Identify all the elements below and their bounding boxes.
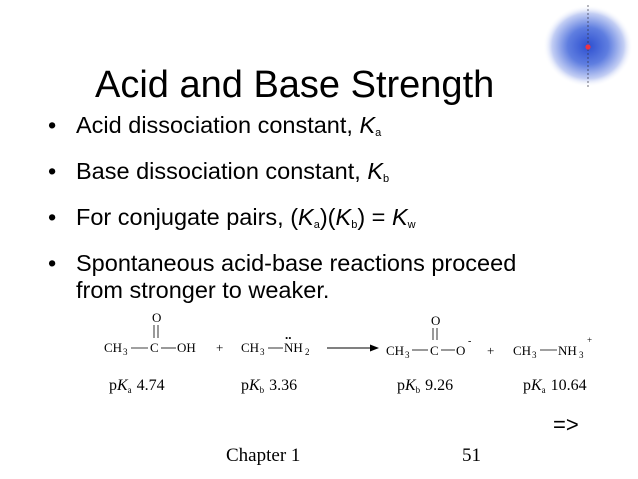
svg-text:pKb9.26: pKb 9.26 — [397, 377, 454, 395]
footer-page-number: 51 — [462, 445, 481, 466]
bullet-dot: • — [48, 158, 57, 184]
plus-sign: + — [487, 343, 495, 358]
charge-label: + — [587, 335, 593, 345]
reaction-arrow — [327, 345, 379, 352]
nh-label: NH — [284, 340, 303, 355]
sub-label: 3 — [123, 347, 128, 357]
slide-title: Acid and Base Strength — [95, 64, 495, 106]
bullet-text: For conjugate pairs, ( — [76, 204, 299, 230]
sub-label: 3 — [260, 347, 265, 357]
ch-label: CH — [386, 343, 405, 358]
k-symbol: K — [298, 204, 314, 230]
next-slide-arrow[interactable]: => — [553, 412, 579, 437]
k-subscript: b — [351, 219, 358, 231]
acetic-acid — [104, 310, 196, 357]
methylamine — [241, 327, 310, 357]
bullet-spontaneous — [48, 250, 518, 304]
methylammonium-ion — [513, 335, 592, 360]
bullet-dot: • — [48, 204, 57, 230]
k-symbol: K — [335, 204, 352, 230]
svg-text:pKa10.64: pKa 10.64 — [523, 377, 587, 395]
lone-pair: .. — [285, 327, 292, 342]
bullet-text: )( — [319, 204, 336, 230]
oxygen-label: O — [431, 313, 441, 328]
blue-orb-logo — [543, 5, 633, 87]
reaction-equation — [90, 308, 610, 408]
o-label: O — [456, 343, 466, 358]
sub-label: 3 — [405, 350, 410, 360]
k-symbol: K — [359, 112, 376, 138]
pk-value-1 — [109, 377, 165, 395]
bullet-list — [48, 112, 518, 315]
sub-label: 3 — [579, 350, 584, 360]
sub-label: 2 — [305, 347, 310, 357]
ch-label: CH — [241, 340, 260, 355]
carbon-label: C — [150, 340, 159, 355]
ch-label: CH — [513, 343, 532, 358]
pk-value-4 — [523, 377, 587, 395]
bullet-text: ) = — [357, 204, 392, 230]
k-subscript: w — [407, 219, 416, 231]
svg-text:pKa4.74: pKa 4.74 — [109, 377, 165, 395]
k-symbol: K — [367, 158, 383, 184]
acetate-ion — [386, 313, 471, 360]
bullet-base-constant — [48, 158, 518, 193]
bullet-text: Base dissociation constant, — [76, 158, 368, 184]
bullet-dot: • — [48, 112, 57, 138]
pk-value-3 — [397, 377, 453, 395]
pk-value-2 — [241, 377, 297, 395]
footer-chapter: Chapter 1 — [226, 445, 301, 466]
sub-label: 3 — [532, 350, 537, 360]
ch-label: CH — [104, 340, 123, 355]
oh-label: OH — [177, 340, 196, 355]
bullet-dot: • — [48, 250, 57, 276]
carbon-label: C — [430, 343, 439, 358]
k-subscript: a — [313, 219, 320, 231]
bullet-acid-constant — [48, 112, 518, 147]
bullet-text: Acid dissociation constant, — [76, 112, 360, 138]
k-subscript: a — [375, 127, 382, 139]
svg-text:pKb3.36: pKb 3.36 — [241, 377, 298, 395]
k-symbol: K — [391, 204, 408, 230]
bullet-text: Spontaneous acid-base reactions proceed from stronger to weaker. — [76, 250, 517, 303]
nh-label: NH — [558, 343, 577, 358]
bullet-conjugate-pairs — [48, 204, 518, 239]
charge-label: - — [468, 336, 472, 347]
plus-sign: + — [216, 340, 224, 355]
k-subscript: b — [383, 173, 390, 185]
oxygen-label: O — [152, 310, 162, 325]
